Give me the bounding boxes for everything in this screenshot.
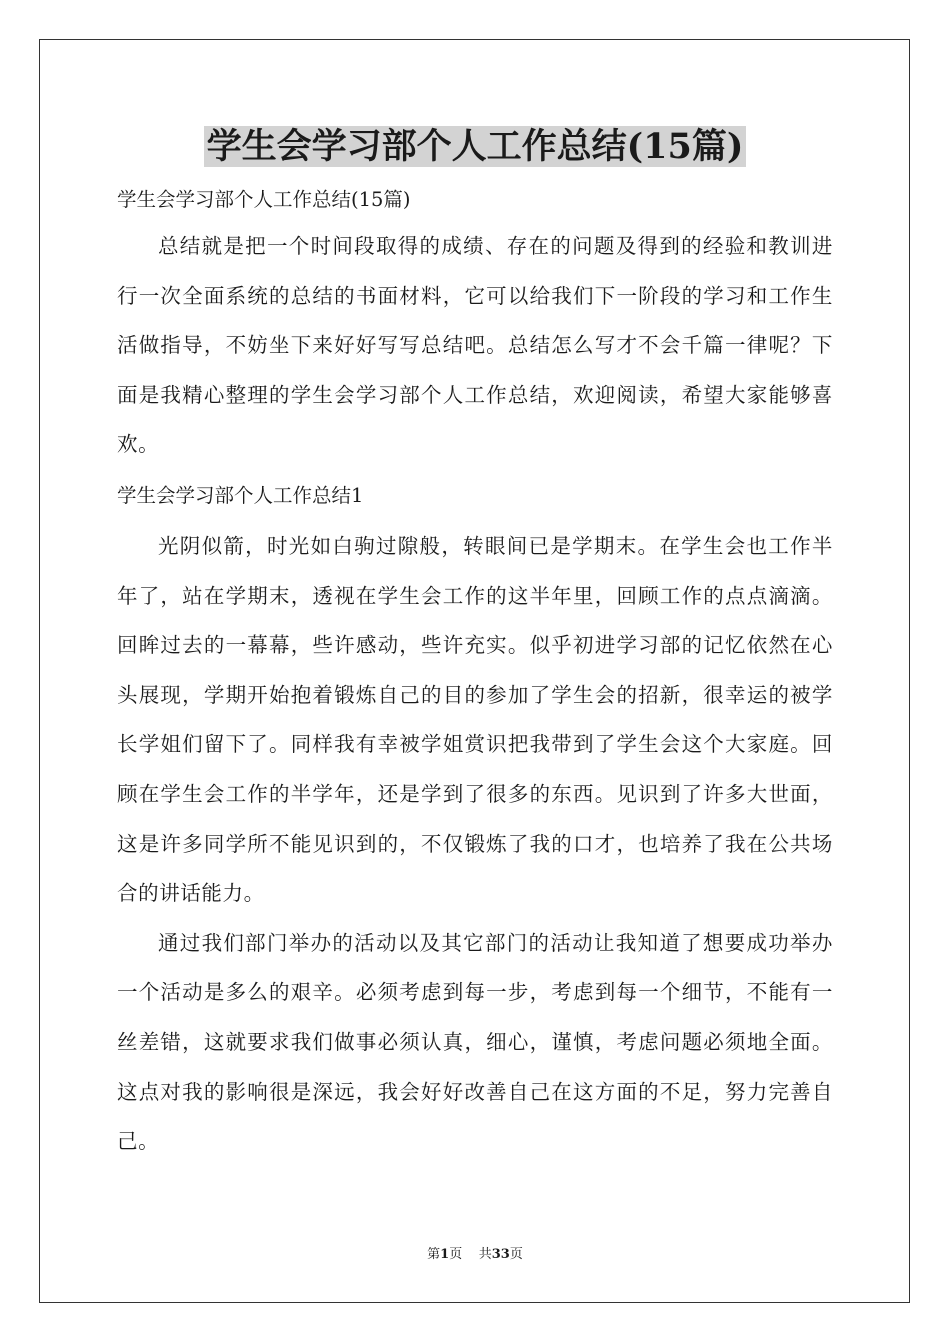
- document-title-text: 学生会学习部个人工作总结(15篇): [204, 126, 747, 167]
- document-title: [0, 122, 950, 172]
- section-1-heading: 学生会学习部个人工作总结1: [117, 483, 364, 507]
- page-prefix: 第: [427, 1247, 441, 1262]
- section-1-paragraph-1: 光阴似箭，时光如白驹过隙般，转眼间已是学期末。在学生会也工作半年了，站在学期末，透视在学生会工作的这半年里，回顾工作的点点滴滴。回眸过去的一幕幕，些许感动，些许充实。似乎初进学习部的记忆依然在心头展现，学期开始抱着锻炼自己的目的参加了学生会的招新，很幸运的被学长学姐们留下了。同样我有幸被学姐赏识把我带到了学生会这个大家庭。回顾在学生会工作的半学年，还是学到了很多的东西。见识到了许多大世面，这是许多同学所不能见识到的，不仅锻炼了我的口才，也培养了我在公共场合的讲话能力。: [117, 533, 833, 906]
- total-prefix: 共: [478, 1247, 492, 1262]
- page-footer: [0, 1245, 950, 1265]
- total-suffix: 页: [509, 1247, 523, 1262]
- document-body: [117, 178, 833, 1167]
- page-current: 1: [440, 1247, 450, 1262]
- document-subtitle: 学生会学习部个人工作总结(15篇): [117, 188, 411, 211]
- page-total: 33: [491, 1247, 510, 1262]
- section-1-paragraph-2: 通过我们部门举办的活动以及其它部门的活动让我知道了想要成功举办一个活动是多么的艰辛。必须考虑到每一步，考虑到每一个细节，不能有一丝差错，这就要求我们做事必须认真，细心，谨慎，考虑问题必须地全面。这点对我的影响很是深远，我会好好改善自己在这方面的不足，努力完善自己。: [117, 930, 833, 1154]
- page-suffix: 页: [449, 1247, 463, 1262]
- intro-paragraph: 总结就是把一个时间段取得的成绩、存在的问题及得到的经验和教训进行一次全面系统的总结的书面材料，它可以给我们下一阶段的学习和工作生活做指导，不妨坐下来好好写写总结吧。总结怎么写才不会千篇一律呢？下面是我精心整理的学生会学习部个人工作总结，欢迎阅读，希望大家能够喜欢。: [117, 234, 833, 457]
